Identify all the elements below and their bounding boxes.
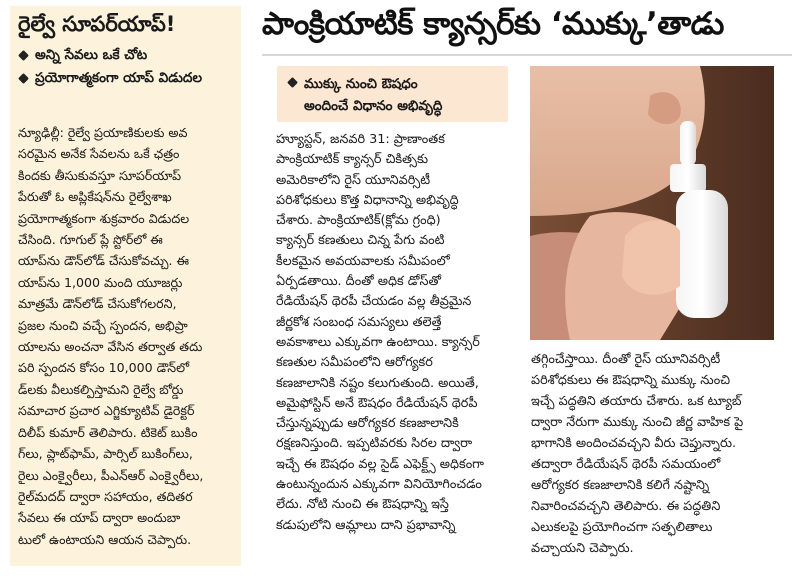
highlight-line: అందించే విధానం అభివృద్ధి [304, 98, 443, 114]
headline-part: పాంక్రియాటిక్ క్యాన్సర్‌కు ‘ [262, 6, 563, 42]
body-line: ఎలుకలపై ప్రయోగించగా సత్ఫలితాలు [531, 520, 713, 535]
body-line: నివారించవచ్చని తెలిపారు. ఈ పద్ధతిని [531, 499, 721, 514]
highlight-line: ముక్కు నుంచి ఔషధం [304, 76, 418, 92]
highlight-text [304, 73, 442, 117]
body-line: న్యూఢిల్లీ: రైల్వే ప్రయాణికులకు అవ [18, 125, 188, 140]
body-line: చేస్తున్నప్పుడు ఆరోగ్యకర కణజాలానికి [276, 416, 459, 432]
body-line: లేదు. నోటి నుంచి ఈ ఔషధాన్ని ఇస్తే [276, 497, 449, 513]
side-article-bullets [18, 46, 238, 92]
diamond-bullet-icon [287, 77, 298, 88]
body-line: భాగానికి అందించవచ్చని వీరు చెప్తున్నారు. [531, 436, 737, 451]
body-line: కడుపులోని ఆమ్లాలు దాని ప్రభావాన్ని [276, 517, 456, 533]
body-line: పరిశోధకులు కొత్త విధానాన్ని అభివృద్ధి [276, 192, 459, 208]
body-line: ఇచ్చే పద్ధతిని తయారు చేశారు. ఒక ట్యూబ్ [531, 394, 742, 409]
body-line: అమెరికాలోని రైస్ యూనివర్సిటీ [276, 172, 431, 188]
body-line: జీర్ణకోశ సంబంధ సమస్యలు తలెత్తే [276, 314, 442, 330]
body-line: దిలీప్ కుమార్ తెలిపారు. టికెట్ బుకిం [18, 424, 198, 440]
body-line: అమైఫోస్టిన్ అనే ఔషధం రేడియేషన్ థెరపీ [276, 395, 478, 411]
body-line: పరిశోధకులు ఈ ఔషధాన్ని ముక్కు నుంచి [531, 373, 731, 388]
body-line: ఇచ్చే ఈ ఔషధం వల్ల సైడ్ ఎఫెక్ట్స్ అధికంగా [276, 456, 484, 472]
main-headline [262, 6, 792, 49]
nasal-spray-illustration [530, 66, 774, 340]
body-line: ప్రయోగాత్మకంగా శుక్రవారం విడుదల [18, 210, 190, 226]
nasal-spray-photo [530, 66, 774, 340]
diamond-bullet-icon [18, 73, 29, 84]
headline-part: ’తాడు [645, 6, 724, 42]
body-line: కిందకు తీసుకువస్తూ సూపర్‌యాప్ [18, 167, 182, 183]
side-article-title: రైల్వే సూపర్‌యాప్! [18, 12, 176, 36]
body-line: యాప్‌ను 1,000 మంది యూజర్లు [18, 274, 183, 290]
bullet-text: ప్రయోగాత్మకంగా యాప్ విడుదల [35, 70, 203, 86]
body-line: యాప్‌ను డౌన్‌లోడ్ చేసుకోవచ్చు. ఈ [18, 253, 190, 269]
body-line: తగ్గించేస్తాయి. దీంతో రైస్ యూనివర్సిటీ [531, 352, 721, 367]
body-line: ఆరోగ్యకర కణజాలానికి కలిగే నష్టాన్ని [531, 478, 710, 493]
main-article-body-mid [276, 130, 520, 536]
body-line: ద్వారా నేరుగా ముక్కు నుంచి జీర్ణ వాహిక పై [531, 415, 744, 430]
body-line: రైల్‌మదద్ ద్వారా సహాయం, తదితర [18, 488, 193, 504]
bullet-item [18, 69, 238, 88]
headline-part: ముక్కు [562, 6, 646, 42]
body-line: రైలు ఎంక్వైరీలు, పీఎన్‌ఆర్ ఎంక్వైరీలు, [18, 467, 204, 483]
headline-divider [262, 54, 792, 56]
body-line: చేసింది. గూగుల్ ప్లే స్టోర్‌లో ఈ [18, 232, 163, 248]
highlight-item [287, 73, 508, 117]
body-line: కణజాలానికి నష్టం కలుగుతుంది. అయితే, [276, 375, 479, 391]
body-line: తద్వారా రేడియేషన్ థెరపీ సమయంలో [531, 457, 721, 472]
body-line: చేశారు. పాంక్రియాటిక్(క్లోమ గ్రంధి) [276, 213, 441, 229]
body-line: టులో ఉంటాయని ఆయన చెప్పారు. [18, 531, 192, 547]
body-line: యాలను అంచనా వేసిన తర్వాత తదు [18, 339, 203, 355]
highlight-box [277, 66, 508, 122]
body-line: అవకాశాలు ఎక్కువగా ఉంటాయి. క్యాన్సర్ [276, 334, 480, 350]
body-line: గ్‌లు, ప్లాట్‌ఫామ్, పార్సిల్ బుకింగ్‌లు, [18, 446, 193, 462]
body-line: ఏర్పడతాయి. దీంతో అధిక డోస్‌తో [276, 274, 441, 290]
body-line: రేడియేషన్ థెరపీ చేయడం వల్ల తీవ్రమైన [276, 294, 472, 310]
body-line: హ్యూస్టన్, జనవరి 31: ప్రాణాంతక [276, 132, 445, 147]
bullet-text: అన్ని సేవలు ఒకే చోట [35, 47, 148, 63]
side-article-body [18, 122, 240, 550]
diamond-bullet-icon [18, 50, 29, 61]
body-line: మాత్రమే డౌన్‌లోడ్ చేసుకోగలరని, [18, 296, 177, 312]
bullet-item [18, 46, 238, 65]
body-line: డ్‌లకు వీలుకల్పిస్తామని రైల్వే బోర్డు [18, 381, 184, 397]
body-line: సమాచార ప్రచార ఎగ్జిక్యూటివ్ డైరెక్టర్ [18, 403, 195, 419]
body-line: ప్రజల నుంచి వచ్చే స్పందన, అభిప్రా [18, 317, 188, 333]
side-article [10, 6, 241, 566]
body-line: రక్షణనిస్తుంది. ఇప్పటివరకు సిరల ద్వారా [276, 436, 473, 452]
body-line: పేరుతో ఓ అప్లికేషన్‌ను రైల్వేశాఖ [18, 189, 172, 205]
body-line: క్యాన్సర్ కణతులు చిన్న పేగు వంటి [276, 233, 445, 249]
body-line: కణతుల సమీపంలోని ఆరోగ్యకర [276, 355, 433, 371]
body-line: పాంక్రియాటిక్ క్యాన్సర్ చికిత్సకు [276, 152, 429, 168]
body-line: వచ్చాయని చెప్పారు. [531, 541, 634, 556]
body-line: ఉంటున్నందున ఎక్కువగా వినియోగించడం [276, 477, 482, 493]
body-line: పరి స్పందన కోసం 10,000 డౌన్‌లో [18, 360, 190, 376]
body-line: సేవలు ఈ యాప్ ద్వారా అందుబా [18, 510, 181, 526]
main-article-body-right [531, 349, 777, 559]
body-line: సరమైన అనేక సేవలను ఒకే ఛత్రం [18, 146, 180, 162]
body-line: కీలకమైన అవయవాలకు సమీపంలో [276, 253, 450, 269]
